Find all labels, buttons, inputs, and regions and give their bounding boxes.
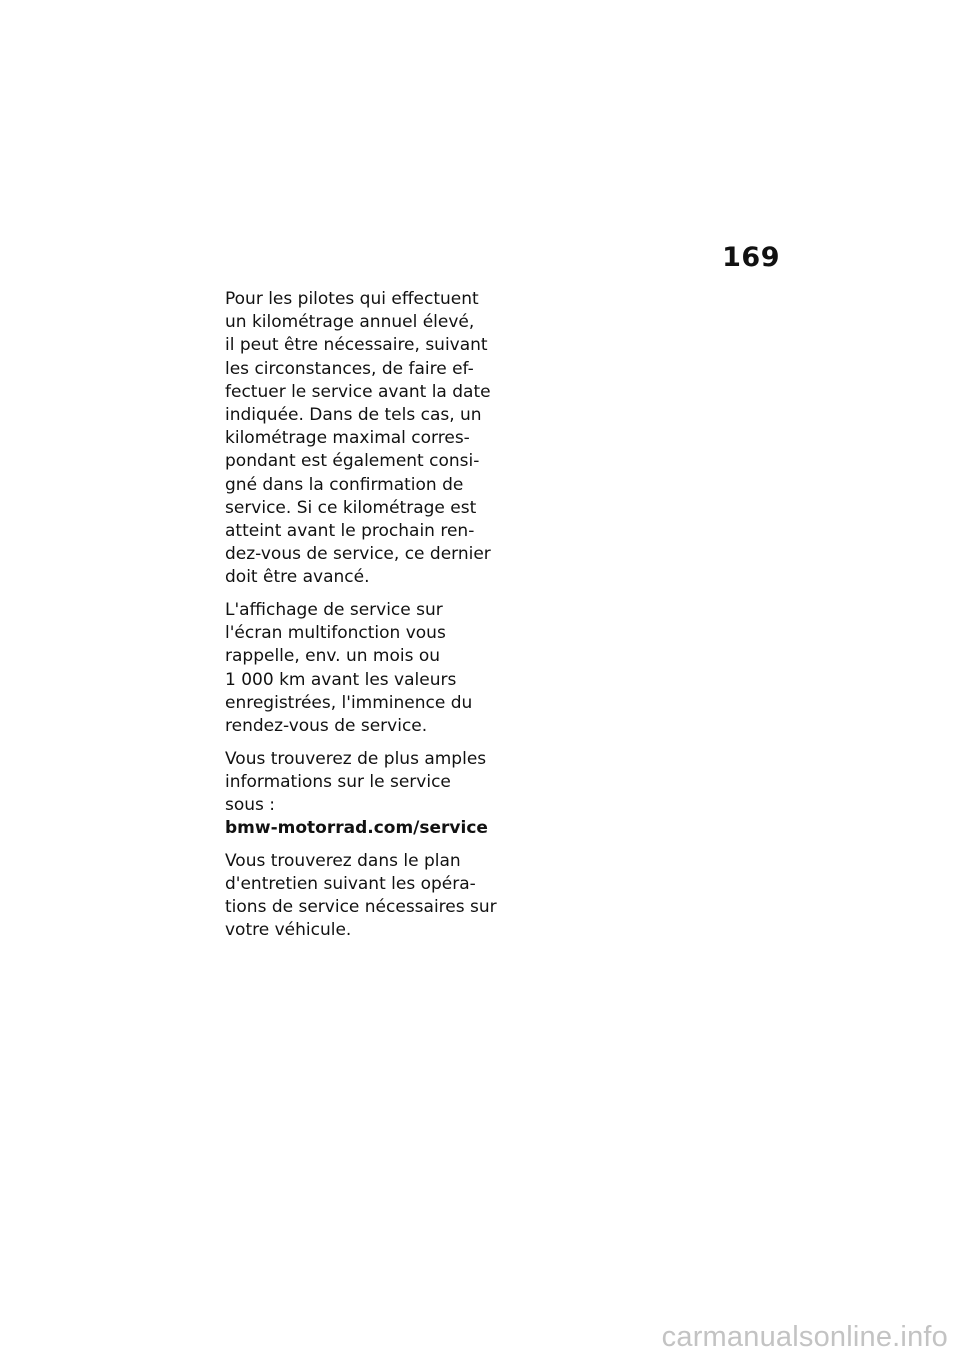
- text-line: informations sur le service: [225, 771, 451, 792]
- text-line: Pour les pilotes qui effectuent: [225, 289, 479, 309]
- text-line: rendez-vous de service.: [225, 715, 428, 736]
- paragraph-early-service: [225, 288, 525, 589]
- text-line: service. Si ce kilométrage est: [225, 497, 477, 518]
- watermark: carmanualsonline.info: [661, 1321, 948, 1353]
- paragraph-service-display: [225, 599, 525, 738]
- text-line: rappelle, env. un mois ou: [225, 646, 441, 667]
- text-line: dez-vous de service, ce dernier: [225, 544, 491, 565]
- text-line: kilométrage maximal corres-: [225, 428, 470, 449]
- text-line: enregistrées, l'imminence du: [225, 692, 473, 713]
- text-line: les circonstances, de faire ef-: [225, 358, 474, 379]
- text-line: l'écran multifonction vous: [225, 623, 446, 644]
- page-number: 169: [722, 242, 780, 273]
- text-line: Vous trouverez dans le plan: [225, 850, 461, 871]
- text-line: un kilométrage annuel élevé,: [225, 312, 475, 333]
- text-line: doit être avancé.: [225, 567, 370, 588]
- paragraph-maintenance-plan: [225, 850, 525, 943]
- text-line: 1 000 km avant les valeurs: [225, 669, 457, 690]
- text-line: gné dans la confirmation de: [225, 474, 464, 495]
- text-line: il peut être nécessaire, suivant: [225, 335, 488, 356]
- text-line: pondant est également consi-: [225, 451, 480, 472]
- paragraph-more-info: [225, 748, 525, 841]
- text-line: d'entretien suivant les opéra-: [225, 874, 476, 894]
- text-line: atteint avant le prochain ren-: [225, 520, 475, 541]
- text-line: tions de service nécessaires sur: [225, 897, 497, 918]
- text-line: indiquée. Dans de tels cas, un: [225, 404, 482, 425]
- text-line: Vous trouverez de plus amples: [225, 748, 487, 769]
- text-line: fectuer le service avant la date: [225, 381, 491, 402]
- text-line: L'affichage de service sur: [225, 599, 443, 620]
- service-website-link[interactable]: bmw-motorrad.com/service: [225, 818, 488, 839]
- body-text: [225, 288, 525, 952]
- text-line: votre véhicule.: [225, 920, 352, 941]
- text-line: sous :: [225, 794, 276, 815]
